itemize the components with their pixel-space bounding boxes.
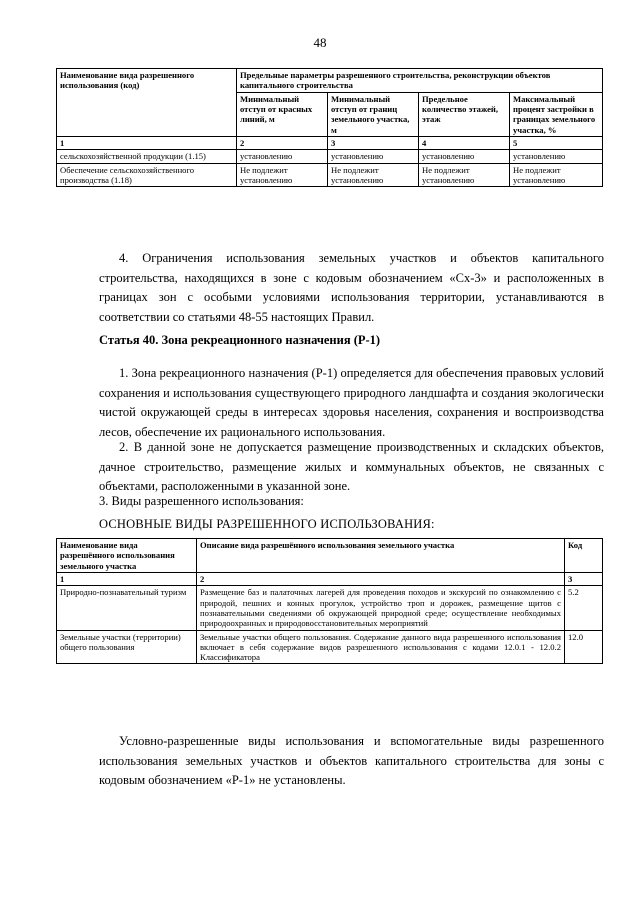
table-row [57, 630, 603, 664]
paragraph-conditional-uses: Условно-разрешенные виды использования и вспомогательные виды разрешенного использования земельных участков и объектов капитального строительства для зоны с кодовым обозначением «Р-1» не установлены. [99, 734, 604, 787]
main-uses-table [56, 538, 603, 664]
table-row [57, 150, 603, 163]
paragraph-zone-definition: 1. Зона рекреационного назначения (Р-1) определяется для обеспечения правовых условий сохранения и использования существующего природного ландшафта и создания экологически чистой окружающей среды в интересах здоровья населения, сохранения и воспроизводства лесов, обеспечение их рационального использования. [99, 366, 604, 439]
col-number: 3 [328, 136, 419, 149]
paragraph-restrictions: 4. Ограничения использования земельных участков и объектов капитального строительства, находящихся в зоне с кодовым обозначением «Сх-3» и расположенных в границах зон с особыми условиями использования территории, устанавливаются в соответствии со статьями 48-55 настоящих Правил. [99, 251, 604, 324]
table-row [57, 586, 603, 630]
row-value: Не подлежит установлению [510, 163, 603, 187]
subheader-red-line-setback: Минимальный отступ от красных линий, м [237, 92, 328, 136]
row-use-name: сельскохозяйственной продукции (1.15) [57, 150, 237, 163]
row-use-name: Земельные участки (территории) общего пользования [57, 630, 197, 664]
col-number: 5 [510, 136, 603, 149]
paragraph-prohibitions: 2. В данной зоне не допускается размещение производственных и складских объектов, дачное строительство, размещение жилых и коммунальных объектов, не связанных с объектами, расположенными в указанной зоне. [99, 440, 604, 493]
row-value: установлению [237, 150, 328, 163]
col-number: 1 [57, 572, 197, 585]
row-value: установлению [510, 150, 603, 163]
article-heading: Статья 40. Зона рекреационного назначения (Р-1) [99, 333, 381, 347]
col-number: 2 [197, 572, 565, 585]
row-use-name: Природно-познавательный туризм [57, 586, 197, 630]
table-number-row [57, 572, 603, 585]
table-header-row [57, 69, 603, 93]
header-description: Описание вида разрешённого использования земельного участка [197, 539, 565, 573]
row-value: Не подлежит установлению [237, 163, 328, 187]
row-use-name: Обеспечение сельскохозяйственного производства (1.18) [57, 163, 237, 187]
subheader-floors: Предельное количество этажей, этаж [419, 92, 510, 136]
header-use-name: Наименование вида разрешенного использования (код) [57, 69, 237, 137]
header-parameters: Предельные параметры разрешенного строительства, реконструкции объектов капитального строительства [237, 69, 603, 93]
row-value: Не подлежит установлению [328, 163, 419, 187]
row-code: 5.2 [565, 586, 603, 630]
table-row [57, 163, 603, 187]
row-code: 12.0 [565, 630, 603, 664]
header-use-name: Наименование вида разрешённого использования земельного участка [57, 539, 197, 573]
col-number: 1 [57, 136, 237, 149]
row-value: установлению [419, 150, 510, 163]
table-header-row [57, 539, 603, 573]
col-number: 3 [565, 572, 603, 585]
table-number-row [57, 136, 603, 149]
col-number: 2 [237, 136, 328, 149]
subheader-coverage: Максимальный процент застройки в границах земельного участка, % [510, 92, 603, 136]
col-number: 4 [419, 136, 510, 149]
main-uses-title: ОСНОВНЫЕ ВИДЫ РАЗРЕШЕННОГО ИСПОЛЬЗОВАНИЯ: [99, 517, 435, 531]
paragraph-use-types: 3. Виды разрешенного использования: [99, 494, 304, 508]
header-code: Код [565, 539, 603, 573]
row-value: установлению [328, 150, 419, 163]
parameters-table [56, 68, 603, 187]
row-description: Земельные участки общего пользования. Содержание данного вида разрешенного использования включает в себя содержание видов разрешенного использования с кодами 12.0.1 - 12.0.2 Классификатора [197, 630, 565, 664]
row-description: Размещение баз и палаточных лагерей для проведения походов и экскурсий по ознакомлению с природой, пешних и конных прогулок, устройство троп и дорожек, размещение щитов с познавательными сведениями об окружающей природной среде; осуществление необходимых природоохранных и природовосстановительных мероприятий [197, 586, 565, 630]
row-value: Не подлежит установлению [419, 163, 510, 187]
page-number: 48 [313, 35, 327, 50]
subheader-boundary-setback: Минимальный отступ от границ земельного участка, м [328, 92, 419, 136]
